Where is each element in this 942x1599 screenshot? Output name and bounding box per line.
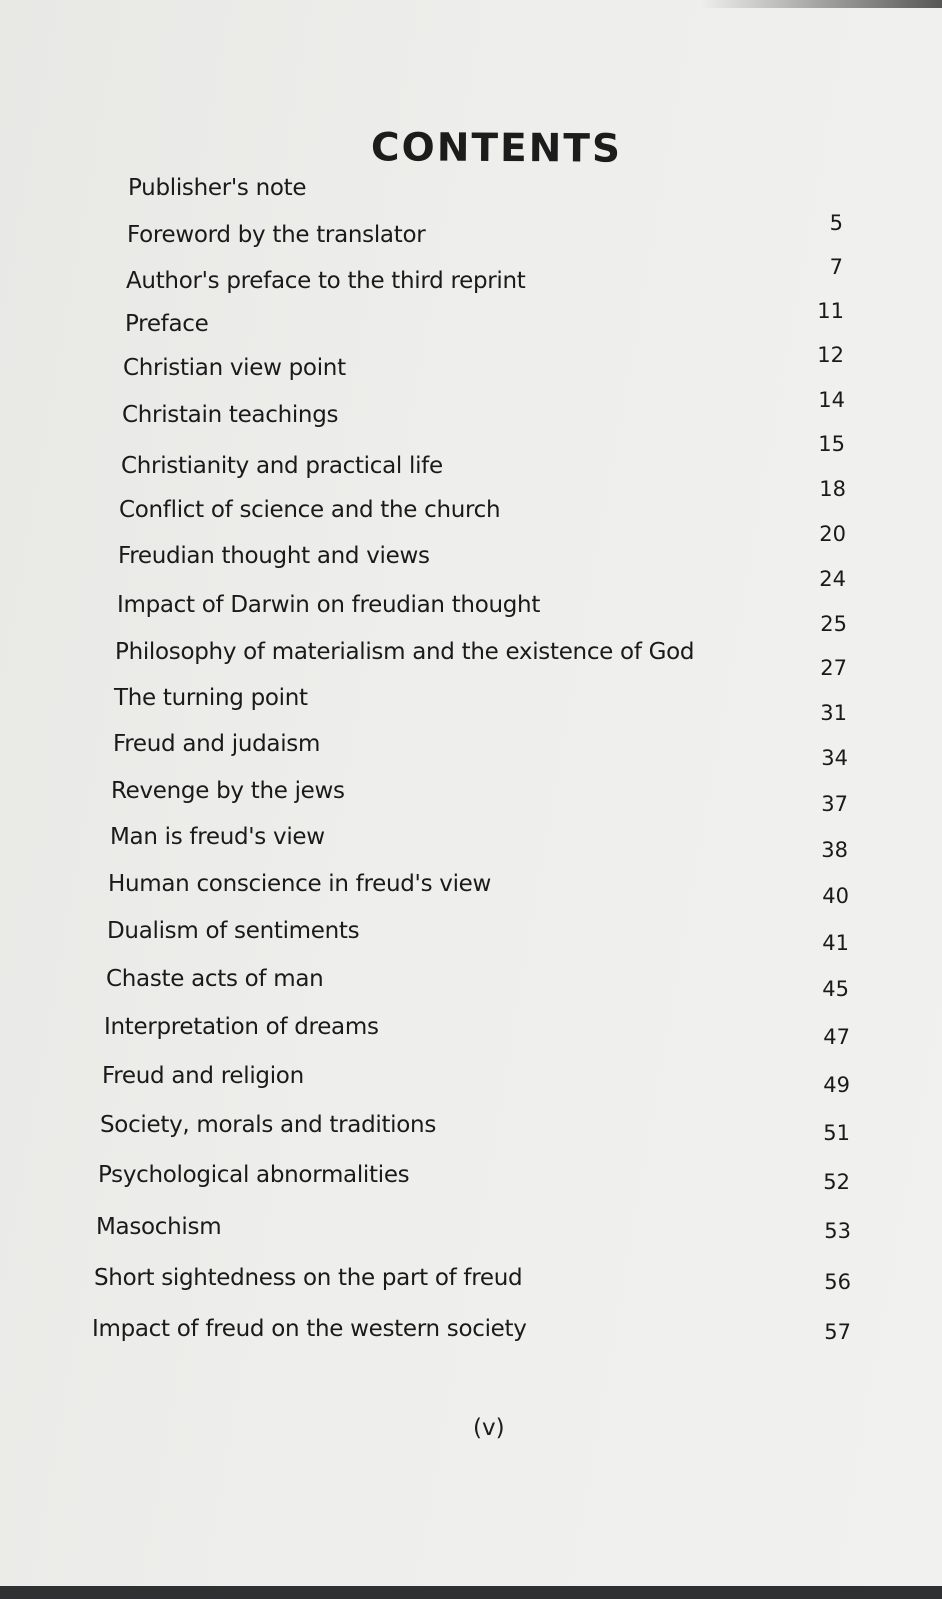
toc-entry-page: 27 [820, 656, 847, 680]
toc-entry-page: 15 [818, 432, 845, 456]
toc-entry-title: Human conscience in freud's view [108, 871, 492, 897]
toc-entry-title: The turning point [114, 685, 308, 711]
toc-entry-page: 40 [822, 884, 849, 908]
toc-entry-title: Man is freud's view [110, 824, 325, 850]
toc-entry-title: Chaste acts of man [106, 966, 324, 992]
toc-entry-title: Psychological abnormalities [98, 1162, 410, 1188]
toc-entry-title: Christain teachings [122, 402, 339, 428]
toc-entry-title: Christian view point [123, 355, 346, 381]
toc-entry-title: Author's preface to the third reprint [126, 268, 526, 294]
toc-entry-title: Preface [125, 311, 209, 337]
toc-entry-page: 12 [817, 343, 844, 367]
toc-entry-page: 41 [822, 931, 849, 955]
toc-entry-page: 56 [824, 1270, 851, 1294]
page-folio: (v) [473, 1415, 505, 1441]
toc-entry-page: 25 [820, 612, 847, 636]
toc-entry-page: 7 [829, 255, 843, 279]
toc-entry-title: Freud and judaism [113, 731, 321, 757]
toc-entry-title: Publisher's note [128, 175, 307, 201]
toc-entry-title: Dualism of sentiments [107, 918, 360, 944]
toc-entry-page: 45 [822, 977, 849, 1001]
toc-entry-page: 37 [821, 792, 848, 816]
toc-entry-title: Freud and religion [102, 1063, 304, 1089]
toc-entry-page: 31 [820, 701, 847, 725]
toc-entry-page: 34 [821, 746, 848, 770]
toc-entry-title: Interpretation of dreams [104, 1014, 379, 1040]
toc-entry-page: 49 [823, 1073, 850, 1097]
toc-entry-page: 52 [823, 1170, 850, 1194]
toc-entry-title: Foreword by the translator [127, 222, 426, 248]
toc-entry-page: 47 [823, 1025, 850, 1049]
toc-entry-title: Impact of Darwin on freudian thought [117, 592, 541, 618]
toc-entry-page: 18 [819, 477, 846, 501]
toc-entry-title: Impact of freud on the western society [92, 1316, 527, 1342]
toc-entry-title: Short sightedness on the part of freud [94, 1265, 523, 1291]
toc-entry-page: 14 [818, 388, 845, 412]
toc-entry-title: Conflict of science and the church [119, 497, 501, 523]
toc-entry-title: Philosophy of materialism and the existence of God [115, 639, 695, 665]
toc-entry-page: 53 [824, 1219, 851, 1243]
toc-entry-page: 5 [829, 211, 843, 235]
page-edge-shadow-bottom [0, 1586, 942, 1599]
toc-entry-page: 51 [823, 1121, 850, 1145]
toc-entry-page: 11 [817, 299, 844, 323]
toc-entry-title: Society, morals and traditions [100, 1112, 437, 1138]
toc-entry-title: Masochism [96, 1214, 222, 1240]
toc-entry-title: Christianity and practical life [121, 453, 443, 479]
toc-entry-page: 38 [821, 838, 848, 862]
toc-entry-title: Freudian thought and views [118, 543, 430, 569]
contents-heading: CONTENTS [370, 125, 623, 172]
toc-entry-title: Revenge by the jews [111, 778, 345, 804]
toc-entry-page: 20 [819, 522, 846, 546]
toc-entry-page: 57 [824, 1320, 851, 1344]
toc-entry-page: 24 [819, 567, 846, 591]
